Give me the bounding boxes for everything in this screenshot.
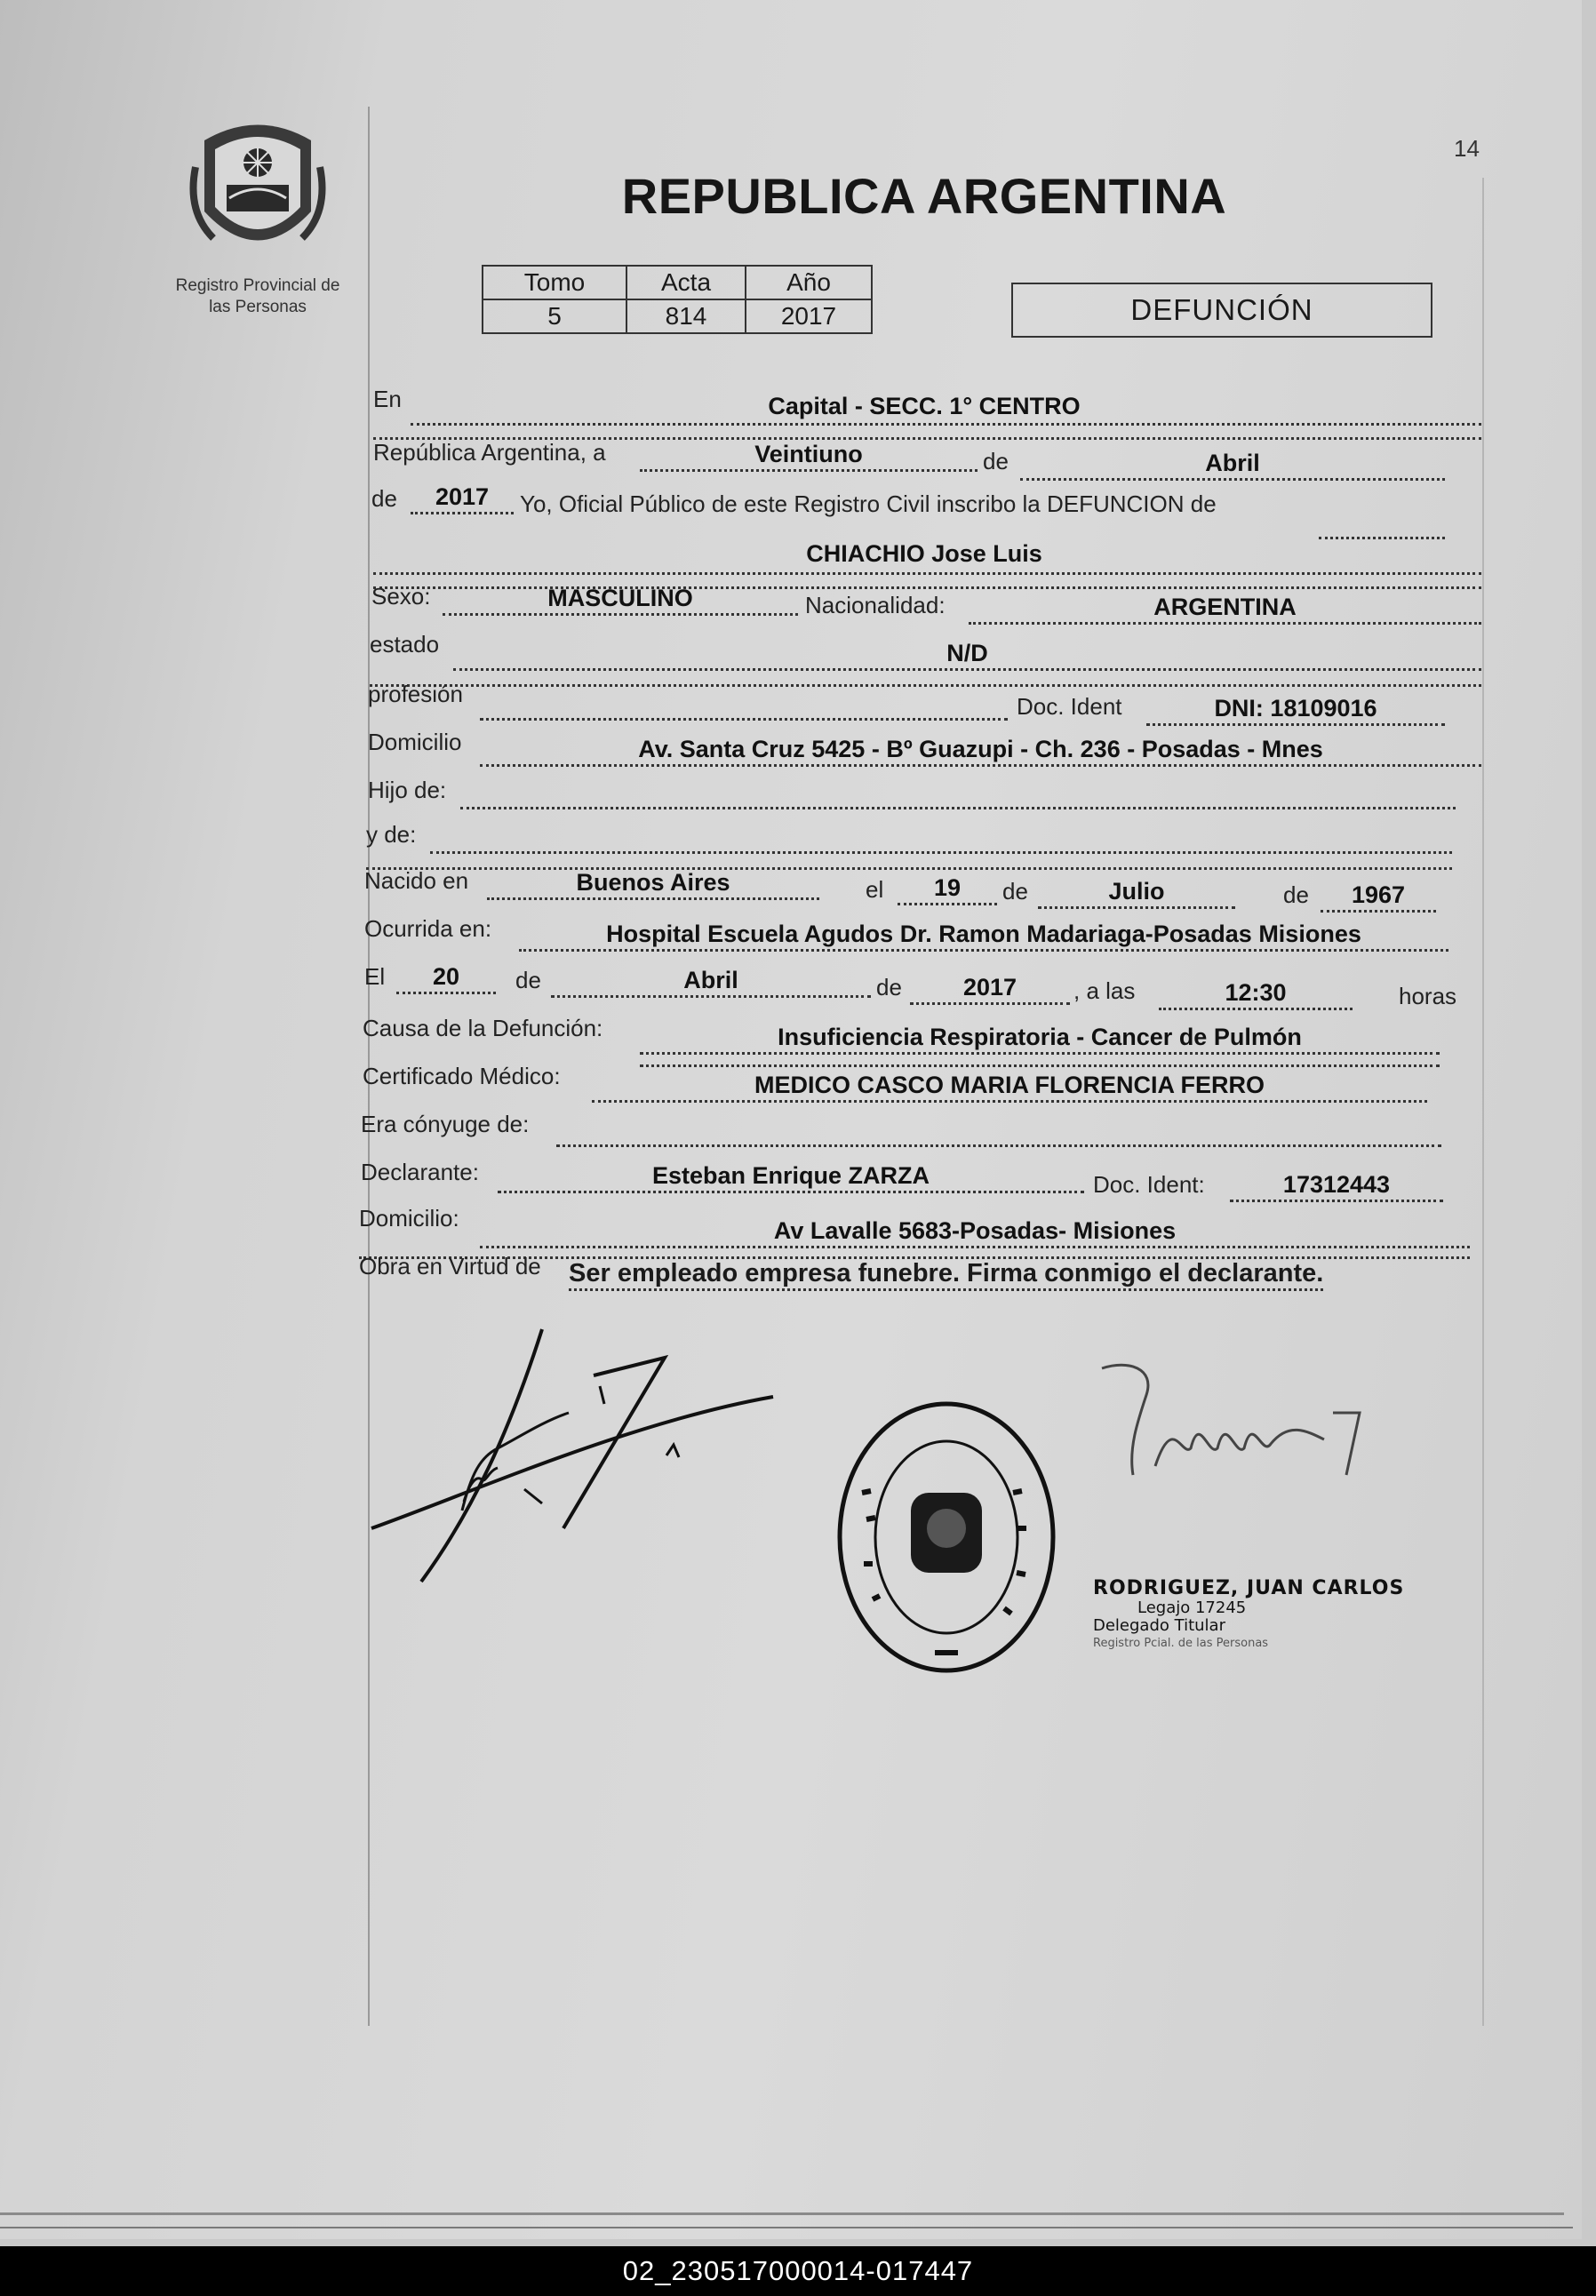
value-declarant: Esteban Enrique ZARZA xyxy=(498,1160,1084,1193)
label-y-de: y de: xyxy=(366,821,417,848)
act-type-box: DEFUNCIÓN xyxy=(1011,283,1432,338)
value-birth-day: 19 xyxy=(898,873,997,905)
label-republica: República Argentina, a xyxy=(373,439,606,466)
registry-seal-stamp xyxy=(826,1386,1066,1688)
label-de-birth-2: de xyxy=(1283,881,1309,908)
value-month: Abril xyxy=(1020,448,1445,481)
dotline-yo xyxy=(1319,537,1445,539)
label-de-birth-1: de xyxy=(1002,878,1028,905)
value-ano: 2017 xyxy=(746,299,872,333)
value-address: Av. Santa Cruz 5425 - Bº Guazupi - Ch. 236 - Posadas - Mnes xyxy=(480,734,1481,767)
value-death-month: Abril xyxy=(551,965,871,998)
label-conyuge: Era cónyuge de: xyxy=(361,1111,530,1137)
dotline-name xyxy=(373,572,1481,575)
value-deceased-name: CHIACHIO Jose Luis xyxy=(806,540,1042,567)
value-day-words: Veintiuno xyxy=(640,439,978,472)
value-birth-month: Julio xyxy=(1038,876,1235,909)
header-ano: Año xyxy=(746,266,872,299)
value-spouse xyxy=(556,1114,1441,1147)
value-virtue: Ser empleado empresa funebre. Firma conmigo el declarante. xyxy=(569,1258,1323,1291)
header-tomo: Tomo xyxy=(483,266,626,299)
officer-role: Delegado Titular xyxy=(1093,1616,1225,1635)
value-declarant-address: Av Lavalle 5683-Posadas- Misiones xyxy=(480,1216,1470,1248)
label-a-las: , a las xyxy=(1073,977,1136,1004)
officer-name: RODRIGUEZ, JUAN CARLOS xyxy=(1093,1577,1405,1599)
dotline-cause-2 xyxy=(640,1064,1440,1067)
dotline-estado-2 xyxy=(370,684,1481,687)
value-death-time: 12:30 xyxy=(1159,977,1353,1010)
page-number: 14 xyxy=(1454,135,1480,162)
label-el: El xyxy=(364,963,386,990)
label-doc-ident-2: Doc. Ident: xyxy=(1093,1171,1205,1198)
bottom-edge-line-2 xyxy=(0,2227,1573,2228)
value-acta: 814 xyxy=(626,299,746,333)
label-en: En xyxy=(373,386,402,412)
label-de-death-1: de xyxy=(515,967,541,993)
label-doc-ident: Doc. Ident xyxy=(1017,693,1122,720)
value-birth-year: 1967 xyxy=(1321,880,1436,913)
value-death-day: 20 xyxy=(396,961,496,994)
label-certificado: Certificado Médico: xyxy=(363,1063,561,1089)
label-obra: Obra en Virtud de xyxy=(359,1253,541,1280)
label-nacido-en: Nacido en xyxy=(364,867,469,894)
value-tomo: 5 xyxy=(483,299,626,333)
value-doc-ident: DNI: 18109016 xyxy=(1146,693,1445,726)
label-estado: estado xyxy=(370,631,440,658)
label-nacionalidad: Nacionalidad: xyxy=(805,592,946,618)
value-profession xyxy=(480,688,1008,721)
label-domicilio-2: Domicilio: xyxy=(359,1205,459,1232)
label-de-1: de xyxy=(983,448,1009,474)
page-title: REPUBLICA ARGENTINA xyxy=(621,168,1227,224)
misiones-coat-of-arms-logo xyxy=(187,114,329,265)
header-acta: Acta xyxy=(626,266,746,299)
label-hijo-de: Hijo de: xyxy=(368,777,447,803)
officer-registry: Registro Pcial. de las Personas xyxy=(1093,1637,1269,1650)
registry-label-line2: las Personas xyxy=(209,298,307,316)
label-causa: Causa de la Defunción: xyxy=(363,1015,603,1041)
label-domicilio: Domicilio xyxy=(368,729,462,755)
label-declarante: Declarante: xyxy=(361,1159,479,1185)
bottom-edge-line xyxy=(0,2212,1564,2215)
value-nationality: ARGENTINA xyxy=(969,592,1481,625)
label-de-2: de xyxy=(371,485,397,512)
label-yo: Yo, Oficial Público de este Registro Civil inscribo la DEFUNCION de xyxy=(520,490,1217,517)
label-de-death-2: de xyxy=(876,974,902,1001)
value-death-place: Hospital Escuela Agudos Dr. Ramon Madariaga-Posadas Misiones xyxy=(519,919,1448,952)
footer-id: 02_230517000014-017447 xyxy=(622,2255,974,2286)
registry-label xyxy=(160,275,355,318)
value-sex: MASCULINO xyxy=(443,583,798,616)
value-year: 2017 xyxy=(411,482,514,514)
value-father xyxy=(460,777,1456,809)
officer-signature xyxy=(1093,1359,1386,1519)
label-sexo: Sexo: xyxy=(371,583,431,610)
value-place: Capital - SECC. 1° CENTRO xyxy=(768,393,1081,419)
right-margin-line xyxy=(1482,178,1484,2026)
value-death-year: 2017 xyxy=(910,972,1070,1005)
dotline-en xyxy=(411,423,1481,426)
value-mother xyxy=(430,821,1452,854)
declarant-signature xyxy=(364,1315,782,1599)
registry-label-line1: Registro Provincial de xyxy=(175,276,340,295)
value-medical-certificate: MEDICO CASCO MARIA FLORENCIA FERRO xyxy=(592,1070,1427,1103)
officer-stamp xyxy=(1093,1577,1431,1653)
label-ocurrida-en: Ocurrida en: xyxy=(364,915,492,942)
value-civil-status: N/D xyxy=(453,638,1481,671)
value-declarant-doc: 17312443 xyxy=(1230,1169,1443,1202)
label-horas: horas xyxy=(1399,983,1457,1009)
value-birth-place: Buenos Aires xyxy=(487,867,819,900)
officer-legajo: Legajo 17245 xyxy=(1137,1598,1247,1617)
act-table xyxy=(482,265,873,334)
label-el-lower: el xyxy=(866,876,884,903)
label-profesion: profesión xyxy=(368,681,463,707)
value-cause: Insuficiencia Respiratoria - Cancer de Pulmón xyxy=(640,1022,1440,1055)
